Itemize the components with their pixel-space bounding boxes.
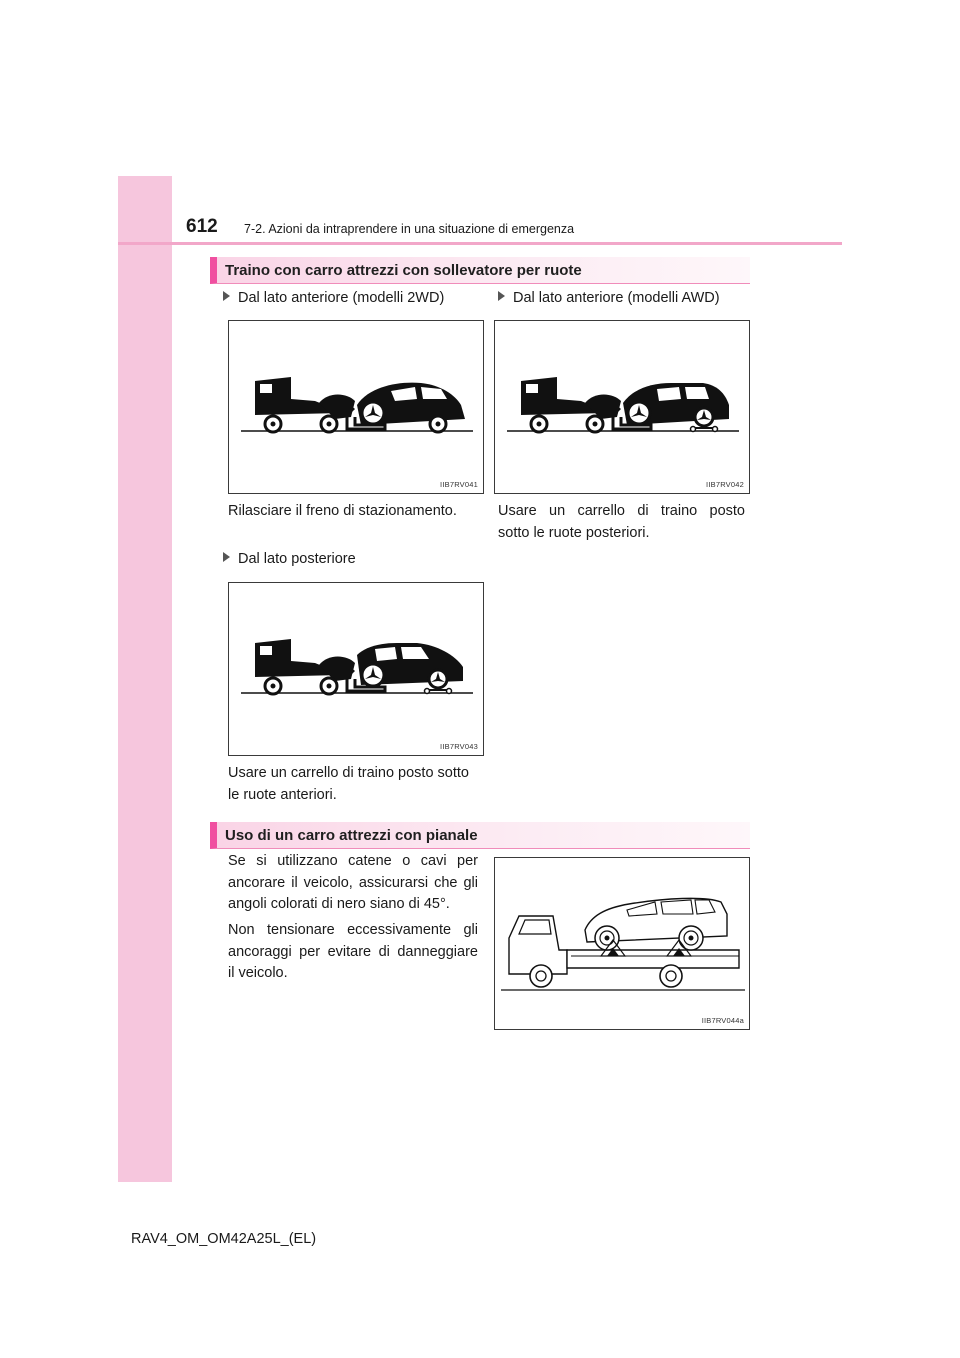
figure-code: IIB7RV044a xyxy=(701,1016,744,1025)
tow-truck-front-awd-illustration xyxy=(495,321,751,495)
section-heading-text: Traino con carro attrezzi con sollevatore per ruote xyxy=(225,262,582,279)
section-heading-text: Uso di un carro attrezzi con pianale xyxy=(225,827,478,844)
bullet-label: Dal lato posteriore xyxy=(238,551,356,567)
chapter-title: 7-2. Azioni da intraprendere in una situazione di emergenza xyxy=(244,222,575,236)
caption-line: Usare un carrello di traino posto sotto xyxy=(228,765,469,781)
caption-rear xyxy=(228,763,484,806)
section-heading-flatbed xyxy=(210,822,750,849)
triangle-bullet-icon xyxy=(498,291,505,301)
paragraph-line: Non tensionare eccessivamente gli xyxy=(228,922,478,938)
footer-document-code: RAV4_OM_OM42A25L_(EL) xyxy=(131,1231,317,1247)
bullet-front-2wd xyxy=(223,290,444,306)
bullet-rear xyxy=(223,551,356,567)
caption-line: sotto le ruote posteriori. xyxy=(498,524,650,541)
triangle-bullet-icon xyxy=(223,291,230,301)
figure-rear xyxy=(228,582,484,756)
figure-front-2wd xyxy=(228,320,484,494)
figure-flatbed xyxy=(494,857,750,1030)
bullet-label: Dal lato anteriore (modelli AWD) xyxy=(513,290,720,306)
tow-truck-front-2wd-illustration xyxy=(229,321,485,495)
paragraph-line: angoli colorati di nero siano di 45°. xyxy=(228,896,450,912)
caption-front-2wd: Rilasciare il freno di stazionamento. xyxy=(228,503,457,519)
side-margin-band xyxy=(118,176,172,1182)
flatbed-truck-illustration xyxy=(495,858,751,1031)
flatbed-paragraph-2 xyxy=(228,920,478,985)
paragraph-line: il veicolo. xyxy=(228,965,288,981)
caption-line: Usare un carrello di traino posto xyxy=(498,503,745,519)
tow-truck-rear-illustration xyxy=(229,583,485,757)
paragraph-line: ancorare il veicolo, assicurarsi che gli xyxy=(228,874,478,891)
paragraph-line: ancoraggi per evitare di danneggiare xyxy=(228,943,478,960)
header-rule xyxy=(118,242,842,245)
figure-code: IIB7RV041 xyxy=(440,480,478,489)
caption-line: le ruote anteriori. xyxy=(228,786,337,803)
page-number: 612 xyxy=(186,216,218,237)
caption-front-awd xyxy=(498,501,745,544)
figure-code: IIB7RV043 xyxy=(440,742,478,751)
paragraph-line: Se si utilizzano catene o cavi per xyxy=(228,853,478,869)
figure-code: IIB7RV042 xyxy=(706,480,744,489)
section-heading-wheel-lift xyxy=(210,257,750,284)
flatbed-paragraph-1 xyxy=(228,851,478,916)
triangle-bullet-icon xyxy=(223,552,230,562)
figure-front-awd xyxy=(494,320,750,494)
bullet-label: Dal lato anteriore (modelli 2WD) xyxy=(238,290,445,306)
bullet-front-awd xyxy=(498,290,720,306)
